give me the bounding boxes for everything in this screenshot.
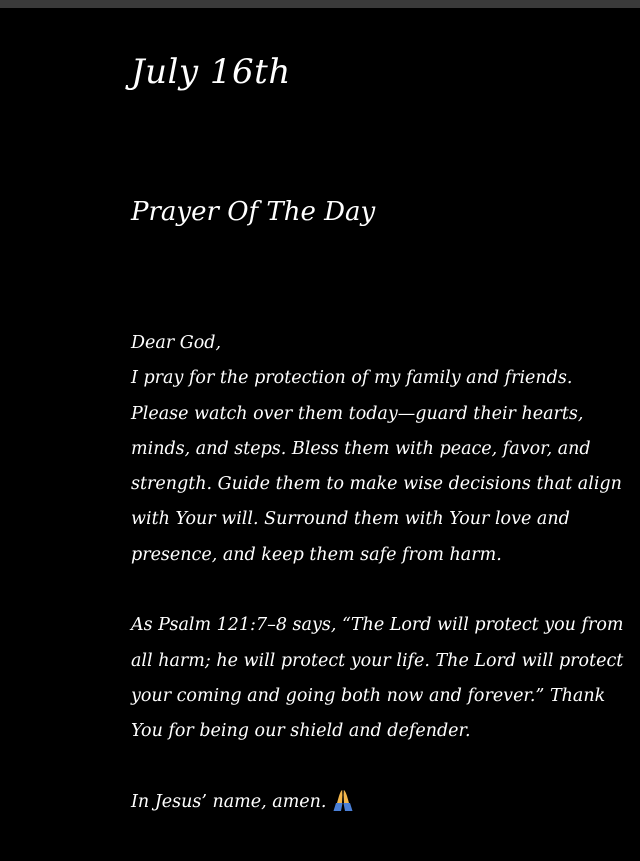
text-line: with Your will. Surround them with Your love and bbox=[131, 509, 570, 530]
text-line: presence, and keep them safe from harm. bbox=[131, 544, 502, 565]
text-line: strength. Guide them to make wise decisions that align bbox=[131, 474, 622, 495]
page-title: Prayer Of The Day bbox=[131, 197, 376, 227]
paragraph-gap bbox=[131, 573, 606, 608]
date-heading: July 16th bbox=[131, 52, 291, 92]
text-line: You for being our shield and defender. bbox=[131, 721, 471, 742]
text-line: As Psalm 121:7–8 says, “The Lord will protect you from bbox=[131, 615, 624, 636]
paragraph-gap bbox=[131, 750, 606, 785]
prayer-body bbox=[131, 326, 624, 820]
text-line: minds, and steps. Bless them with peace, favor, and bbox=[131, 438, 591, 459]
paragraph-protection bbox=[131, 361, 622, 573]
text-line: your coming and going both now and forever.” Thank bbox=[131, 685, 606, 706]
top-bar bbox=[0, 0, 640, 8]
text-line: all harm; he will protect your life. The Lord will protect bbox=[131, 650, 624, 671]
praying-hands-icon bbox=[330, 787, 356, 813]
closing bbox=[131, 785, 606, 820]
text-line: I pray for the protection of my family and friends. bbox=[131, 368, 573, 389]
greeting-line: Dear God, bbox=[131, 333, 222, 353]
paragraph-psalm bbox=[131, 608, 624, 749]
text-line: Please watch over them today—guard their hearts, bbox=[131, 403, 584, 424]
closing-line bbox=[131, 785, 606, 820]
closing-text: In Jesus’ name, amen. bbox=[131, 791, 327, 812]
prayer-page bbox=[0, 8, 640, 861]
greeting bbox=[131, 326, 606, 361]
